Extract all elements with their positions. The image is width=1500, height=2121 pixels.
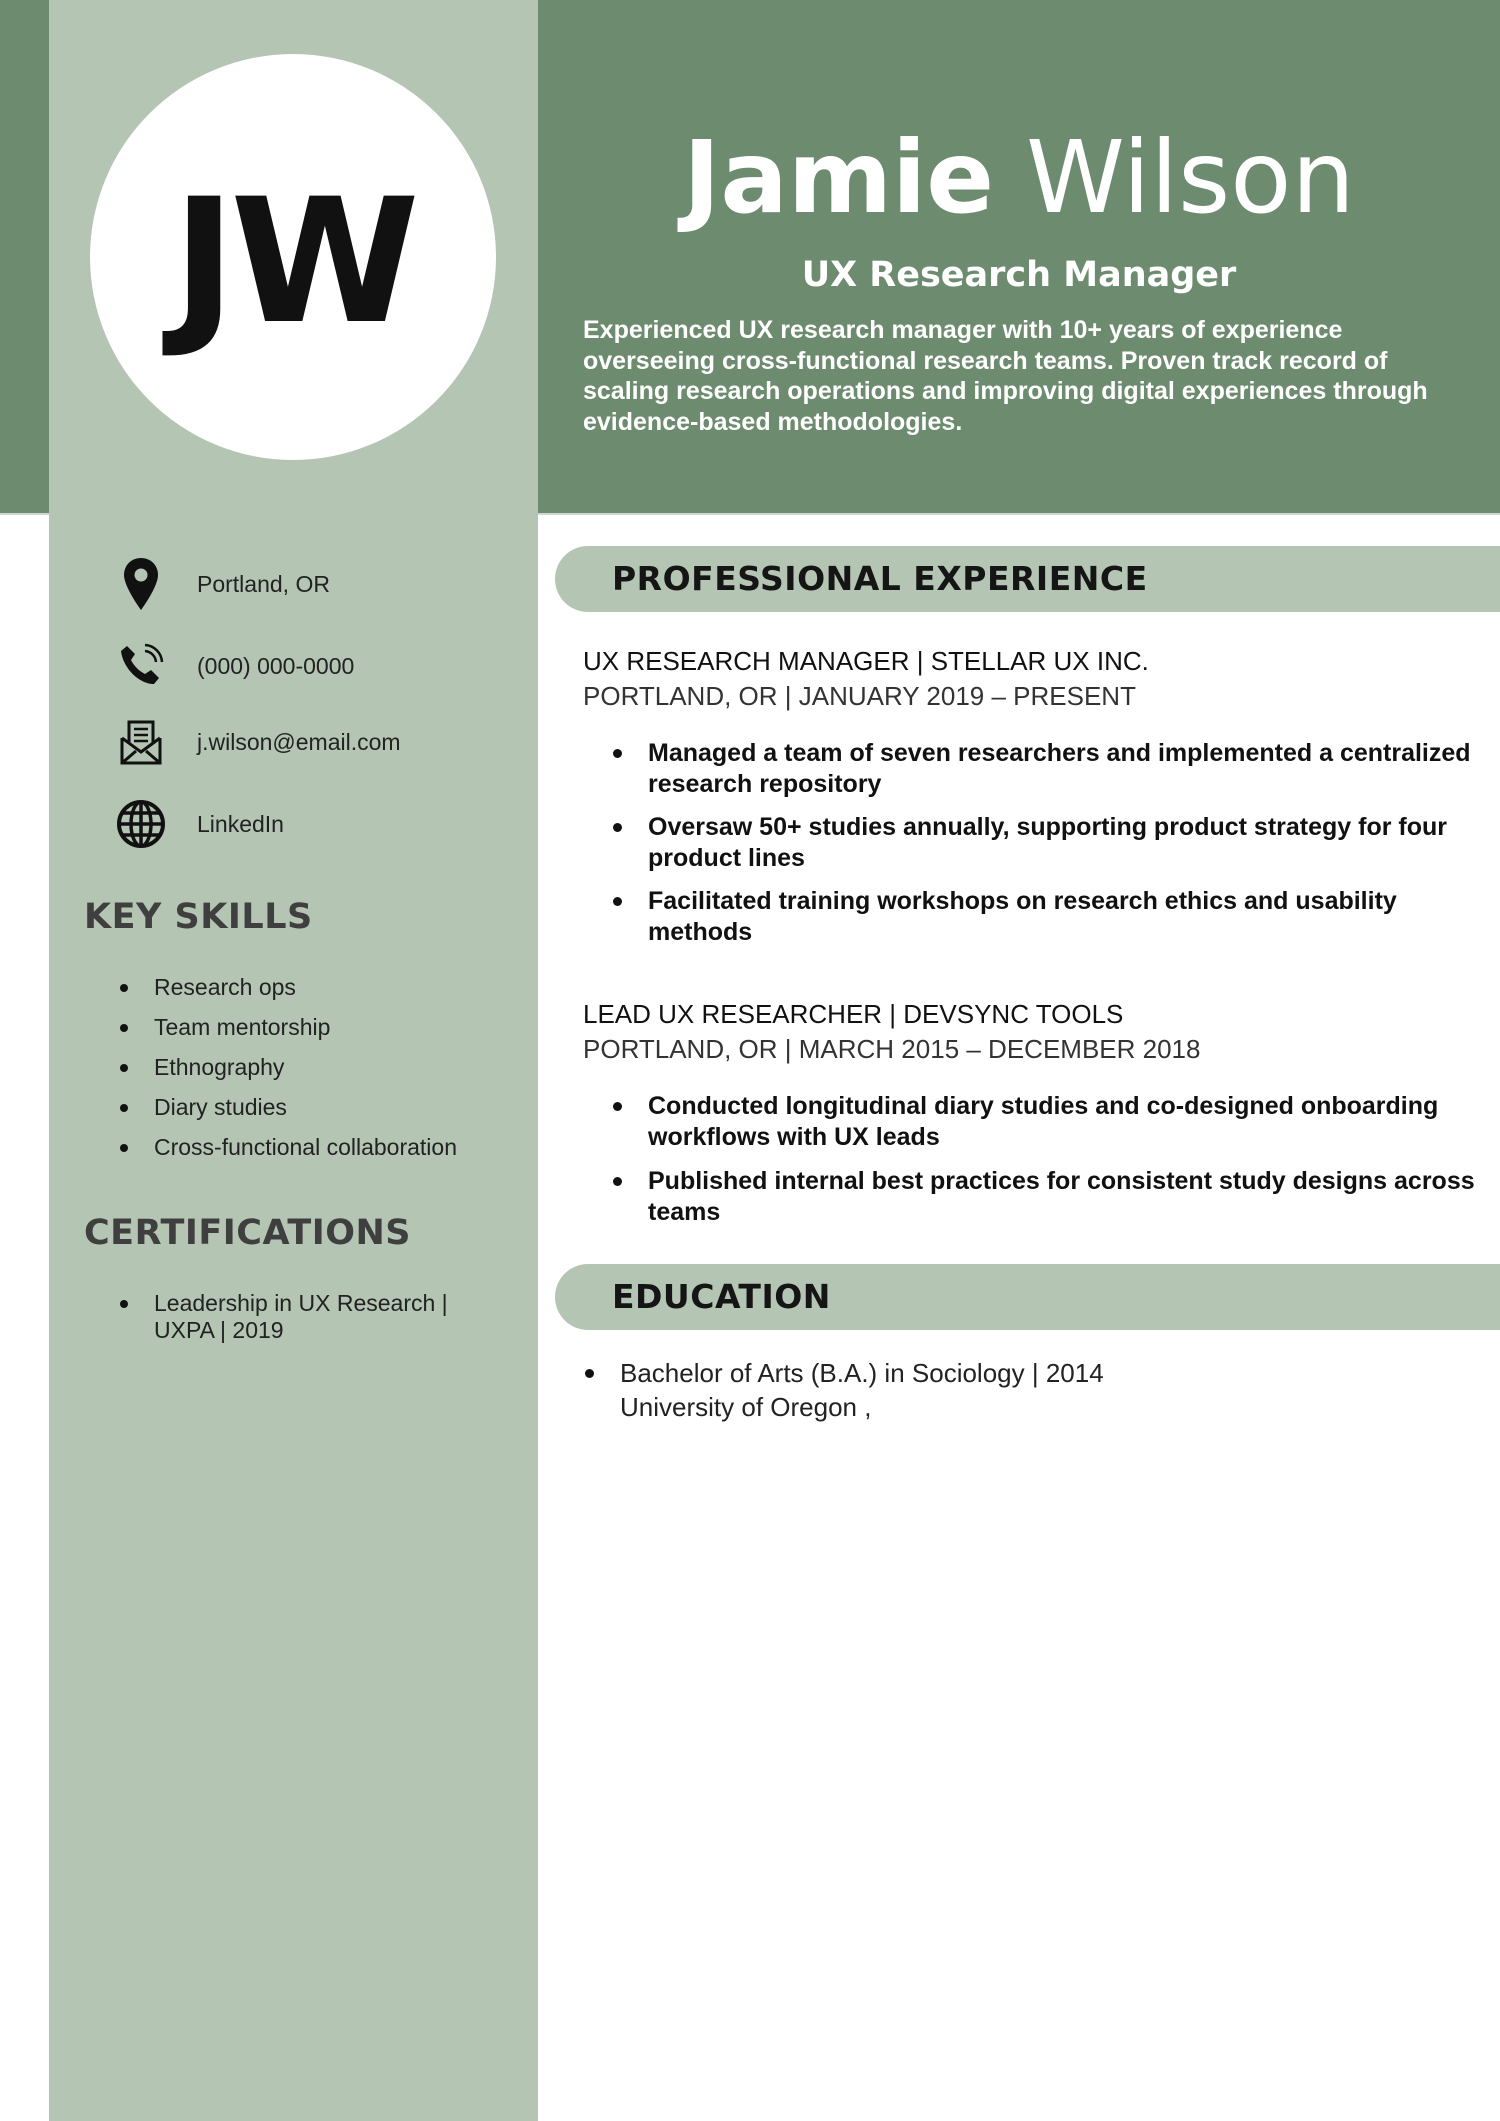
contact-location-text: Portland, OR bbox=[197, 570, 330, 597]
job-title: UX Research Manager bbox=[801, 255, 1237, 295]
education-section-bar bbox=[555, 1264, 1500, 1330]
job-2-location-dates: PORTLAND, OR | MARCH 2015 – DECEMBER 2018 bbox=[583, 1034, 1201, 1064]
experience-heading: PROFESSIONAL EXPERIENCE bbox=[612, 559, 1148, 598]
bullet-dot bbox=[585, 1369, 594, 1378]
first-name: Jamie bbox=[683, 119, 995, 236]
skills-list bbox=[110, 974, 510, 1161]
contact-phone bbox=[110, 638, 354, 694]
last-name: Wilson bbox=[1025, 119, 1355, 236]
globe-icon bbox=[110, 796, 172, 852]
certifications-heading: CERTIFICATIONS bbox=[84, 1213, 412, 1253]
list-item: Team mentorship bbox=[110, 1014, 510, 1041]
location-pin-icon bbox=[110, 556, 172, 612]
contact-location bbox=[110, 556, 330, 612]
contact-email-text[interactable]: j.wilson@email.com bbox=[197, 728, 401, 755]
job-1-role-company: UX RESEARCH MANAGER | STELLAR UX INC. bbox=[583, 646, 1149, 676]
experience-section-bar bbox=[555, 546, 1500, 612]
profile-summary: Experienced UX research manager with 10+ years of experience overseeing cross-functional research teams. Proven track record of scaling research operations and improving digital experiences through evidence-based methodologies. bbox=[583, 316, 1428, 436]
job-1-bullets bbox=[606, 738, 1486, 948]
avatar-initials: JW bbox=[172, 160, 414, 362]
list-item: Diary studies bbox=[110, 1094, 510, 1121]
list-item: Conducted longitudinal diary studies and co-designed onboarding workflows with UX leads bbox=[606, 1091, 1486, 1153]
contact-website bbox=[110, 796, 284, 852]
list-item: Managed a team of seven researchers and implemented a centralized research repository bbox=[606, 738, 1486, 800]
email-icon bbox=[110, 714, 172, 770]
list-item: Leadership in UX Research | UXPA | 2019 bbox=[110, 1290, 470, 1344]
contact-email bbox=[110, 714, 401, 770]
education-entry bbox=[583, 1356, 1463, 1424]
avatar bbox=[90, 54, 496, 460]
list-item: Oversaw 50+ studies annually, supporting product strategy for four product lines bbox=[606, 812, 1486, 874]
certifications-list bbox=[110, 1290, 470, 1344]
key-skills-heading: KEY SKILLS bbox=[84, 897, 313, 937]
list-item: Published internal best practices for consistent study designs across teams bbox=[606, 1166, 1486, 1228]
education-degree: Bachelor of Arts (B.A.) in Sociology | 2014 bbox=[620, 1358, 1104, 1388]
education-heading: EDUCATION bbox=[612, 1277, 831, 1316]
list-item: Research ops bbox=[110, 974, 510, 1001]
job-2-role-company: LEAD UX RESEARCHER | DEVSYNC TOOLS bbox=[583, 999, 1124, 1029]
list-item: Cross-functional collaboration bbox=[110, 1134, 510, 1161]
list-item: Ethnography bbox=[110, 1054, 510, 1081]
list-item: Facilitated training workshops on research ethics and usability methods bbox=[606, 886, 1486, 948]
job-2-bullets bbox=[606, 1091, 1486, 1228]
contact-linkedin-text[interactable]: LinkedIn bbox=[197, 810, 284, 837]
job-1-location-dates: PORTLAND, OR | JANUARY 2019 – PRESENT bbox=[583, 681, 1136, 711]
contact-phone-text: (000) 000-0000 bbox=[197, 652, 355, 679]
candidate-name bbox=[538, 118, 1500, 238]
phone-icon bbox=[110, 638, 172, 694]
education-school: University of Oregon , bbox=[620, 1392, 872, 1422]
